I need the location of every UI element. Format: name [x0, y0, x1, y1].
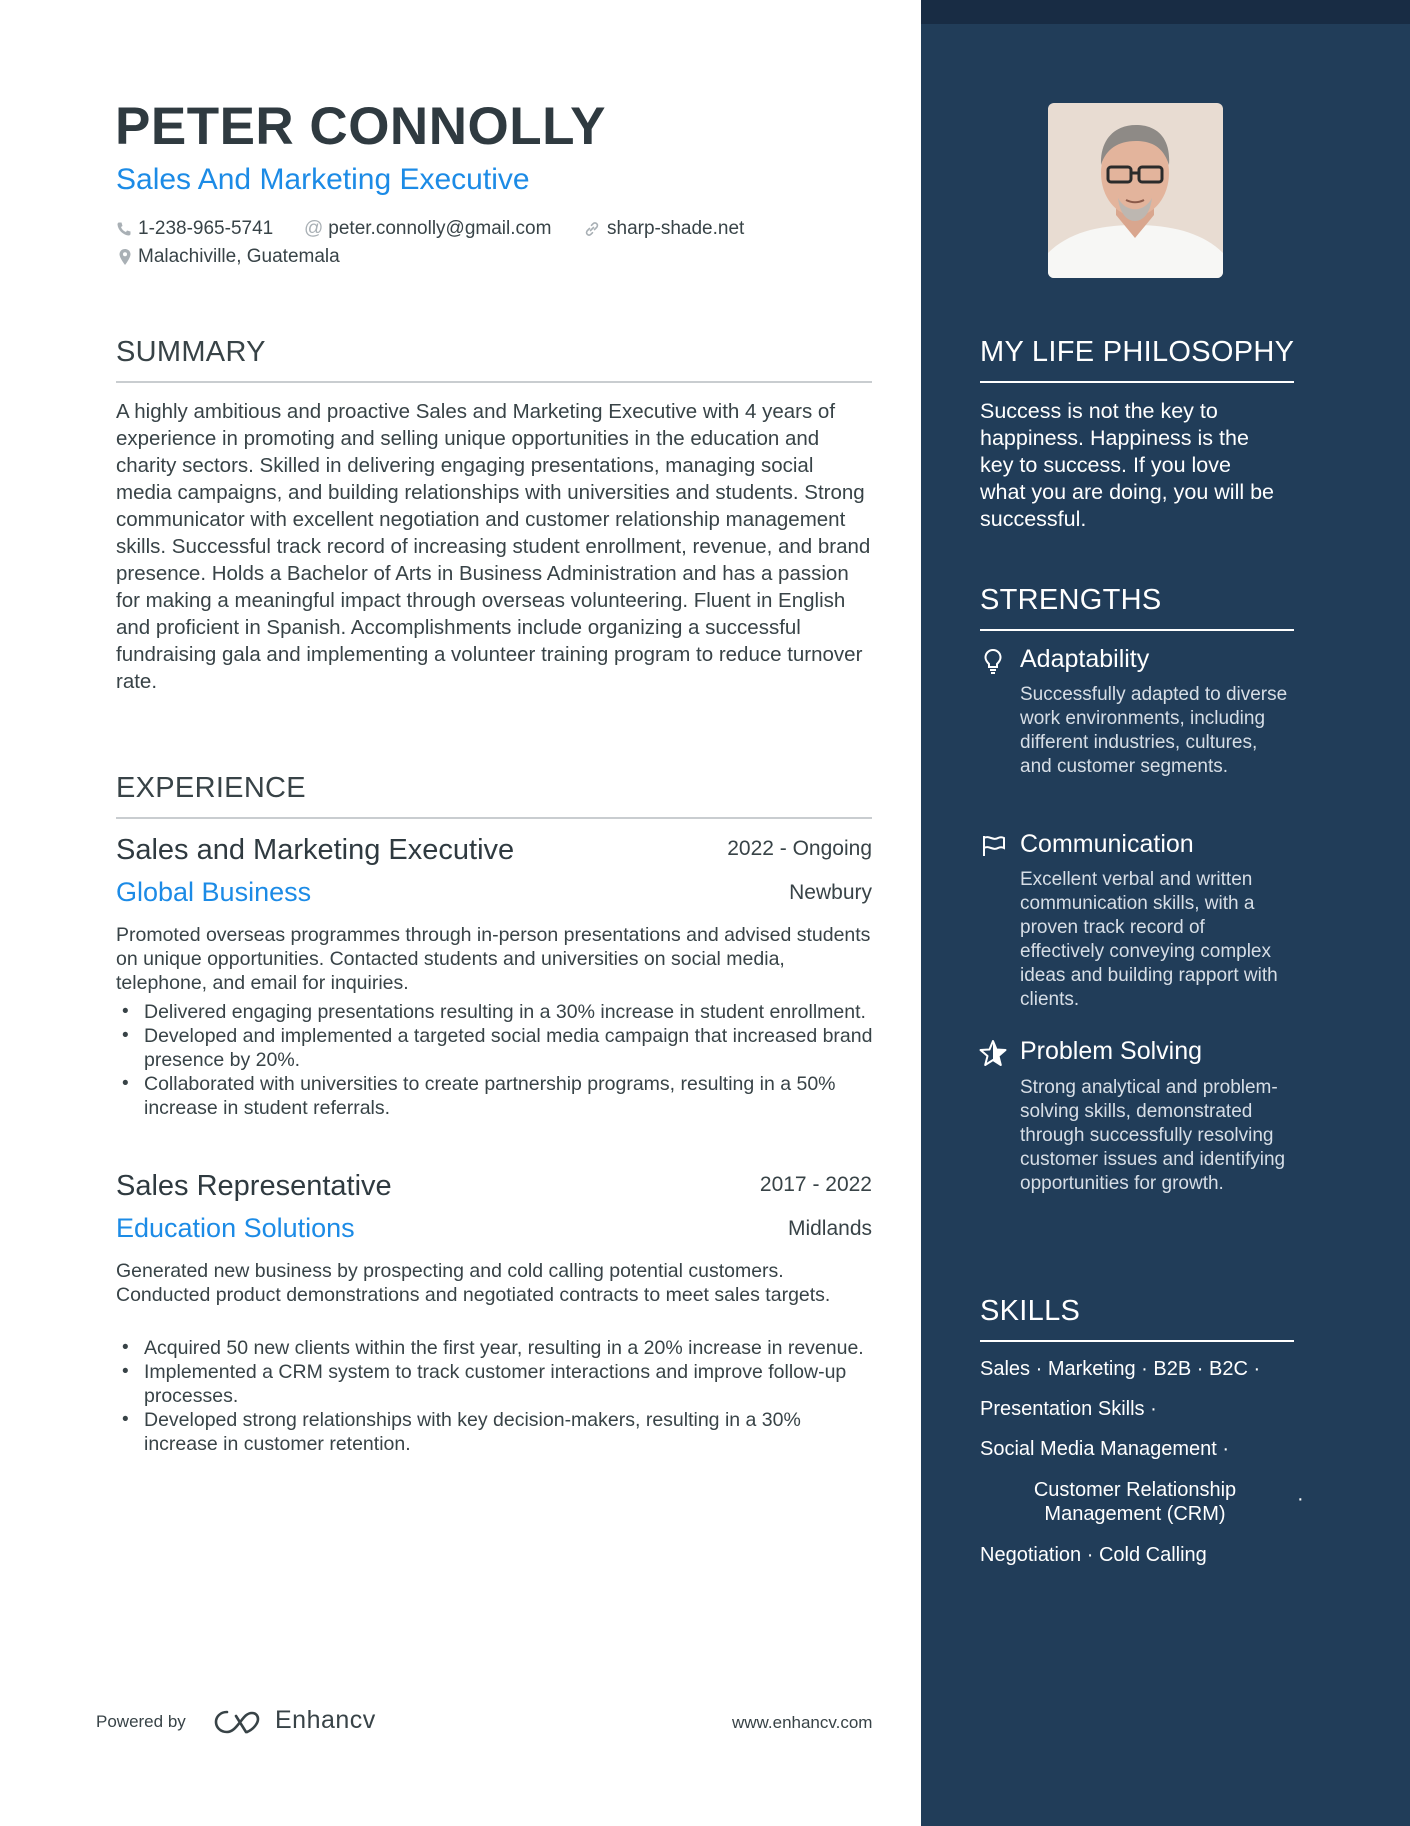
contact-phone: [116, 218, 273, 240]
phone-text: 1-238-965-5741: [138, 218, 274, 239]
achievement-item: • Collaborated with universities to create partnership programs, resulting in a 50% increase in student referrals.: [116, 1072, 874, 1120]
skills-row: Sales · Marketing · B2B · B2C ·: [980, 1358, 1261, 1380]
profile-photo: [1048, 103, 1223, 278]
contact-website: [583, 218, 744, 240]
job-dates: 2017 - 2022: [759, 1173, 872, 1196]
job-location: Midlands: [787, 1217, 872, 1240]
achievement-item: • Developed and implemented a targeted social media campaign that increased brand presence by 20%.: [116, 1024, 874, 1072]
skill-tag: Cold Calling: [1098, 1544, 1207, 1566]
job-dates: 2022 - Ongoing: [727, 837, 872, 860]
job-location: Newbury: [789, 881, 872, 904]
experience-divider: [116, 817, 872, 819]
flag-icon: [981, 834, 1007, 863]
skill-tag: Sales: [980, 1358, 1031, 1380]
achievement-item: • Developed strong relationships with key decision-makers, resulting in a 30% increase in customer retention.: [116, 1408, 874, 1456]
job-title: Sales and Marketing Executive: [116, 834, 515, 866]
philosophy-heading: MY LIFE PHILOSOPHY: [980, 336, 1295, 368]
summary-text: A highly ambitious and proactive Sales and Marketing Executive with 4 years of experience in promoting and selling unique opportunities in the education and charity sectors. Skilled in delivering engaging presentations, managing social media campaigns, and building relationships with universities and students. Strong communicator with excellent negotiation and customer relationship management skills. Successful track record of increasing student enrollment, revenue, and brand presence. Holds a Bachelor of Arts in Business Administration and has a passion for making a meaningful impact through overseas volunteering. Fluent in English and proficient in Spanish. Accomplishments include organizing a successful fundraising gala and implementing a volunteer training program to reduce turnover rate.: [116, 400, 871, 693]
job-company: Education Solutions: [116, 1213, 355, 1243]
skill-tag: Negotiation: [980, 1544, 1082, 1566]
achievement-item: • Delivered engaging presentations resulting in a 30% increase in student enrollment.: [116, 1000, 874, 1024]
skills-divider: [980, 1340, 1294, 1342]
skill-tag: B2C: [1209, 1358, 1248, 1380]
candidate-role: Sales And Marketing Executive: [116, 163, 530, 196]
powered-by-label: Powered by: [96, 1712, 186, 1731]
job-company: Global Business: [116, 877, 312, 907]
job-achievements: [116, 1000, 874, 1120]
strength-description: Strong analytical and problem-solving skills, demonstrated through successfully resolving customer issues and identifying opportunities for growth.: [1020, 1077, 1286, 1194]
job-achievements: [116, 1336, 874, 1456]
strengths-heading: STRENGTHS: [980, 584, 1162, 616]
location-pin-icon: [118, 248, 132, 266]
skills-row: Presentation Skills ·: [980, 1398, 1157, 1420]
location-text: Malachiville, Guatemala: [138, 246, 340, 267]
strength-title: Communication: [1020, 830, 1194, 858]
skill-tag: Social Media Management: [980, 1438, 1217, 1460]
summary-divider: [116, 381, 872, 383]
candidate-name: PETER CONNOLLY: [115, 97, 606, 156]
link-icon: [583, 220, 601, 238]
skills-heading: SKILLS: [980, 1295, 1081, 1327]
philosophy-text: Success is not the key to happiness. Happiness is the key to success. If you love what you are doing, you will be successful.: [980, 399, 1275, 531]
strength-title: Adaptability: [1020, 645, 1150, 673]
enhancv-brand[interactable]: Enhancv: [275, 1706, 376, 1734]
achievement-item: • Acquired 50 new clients within the first year, resulting in a 20% increase in revenue.: [116, 1336, 874, 1360]
sidebar-top-band: [921, 0, 1410, 24]
strength-description: Successfully adapted to diverse work environments, including different industries, cultures, and customer segments.: [1020, 684, 1288, 777]
contact-email: [304, 218, 551, 240]
job-description: Promoted overseas programmes through in-person presentations and advised students on unique opportunities. Contacted students and universities on social media, telephone, and email for inquiries.: [116, 924, 871, 994]
email-text: peter.connolly@gmail.com: [328, 218, 552, 239]
contact-location: [118, 246, 340, 268]
skills-row: Social Media Management ·: [980, 1438, 1230, 1460]
philosophy-divider: [980, 381, 1294, 383]
at-icon: @: [304, 218, 324, 239]
strength-description: Excellent verbal and written communication skills, with a proven track record of effectively conveying complex ideas and building rapport with clients.: [1020, 869, 1278, 1010]
skills-row: Negotiation · Cold Calling: [980, 1544, 1207, 1566]
lightbulb-icon: [982, 648, 1004, 679]
experience-heading: EXPERIENCE: [116, 772, 306, 804]
achievement-item: • Implemented a CRM system to track customer interactions and improve follow-up processes.: [116, 1360, 874, 1408]
strengths-divider: [980, 629, 1294, 631]
star-icon: [979, 1039, 1007, 1072]
skill-separator: ·: [1297, 1488, 1304, 1510]
job-description: Generated new business by prospecting and cold calling potential customers. Conducted product demonstrations and negotiated contracts to meet sales targets.: [116, 1260, 831, 1306]
summary-heading: SUMMARY: [116, 336, 266, 368]
strength-title: Problem Solving: [1020, 1037, 1203, 1065]
enhancv-logo-icon: [213, 1708, 261, 1741]
phone-icon: [116, 221, 132, 237]
job-title: Sales Representative: [116, 1170, 392, 1202]
skill-tag: Customer Relationship Management (CRM): [1033, 1479, 1237, 1525]
skill-tag: Marketing: [1047, 1358, 1136, 1380]
skill-tag: B2B: [1153, 1358, 1192, 1380]
website-text: sharp-shade.net: [607, 218, 745, 239]
skill-tag: Presentation Skills: [980, 1398, 1145, 1420]
enhancv-website[interactable]: www.enhancv.com: [732, 1713, 873, 1732]
